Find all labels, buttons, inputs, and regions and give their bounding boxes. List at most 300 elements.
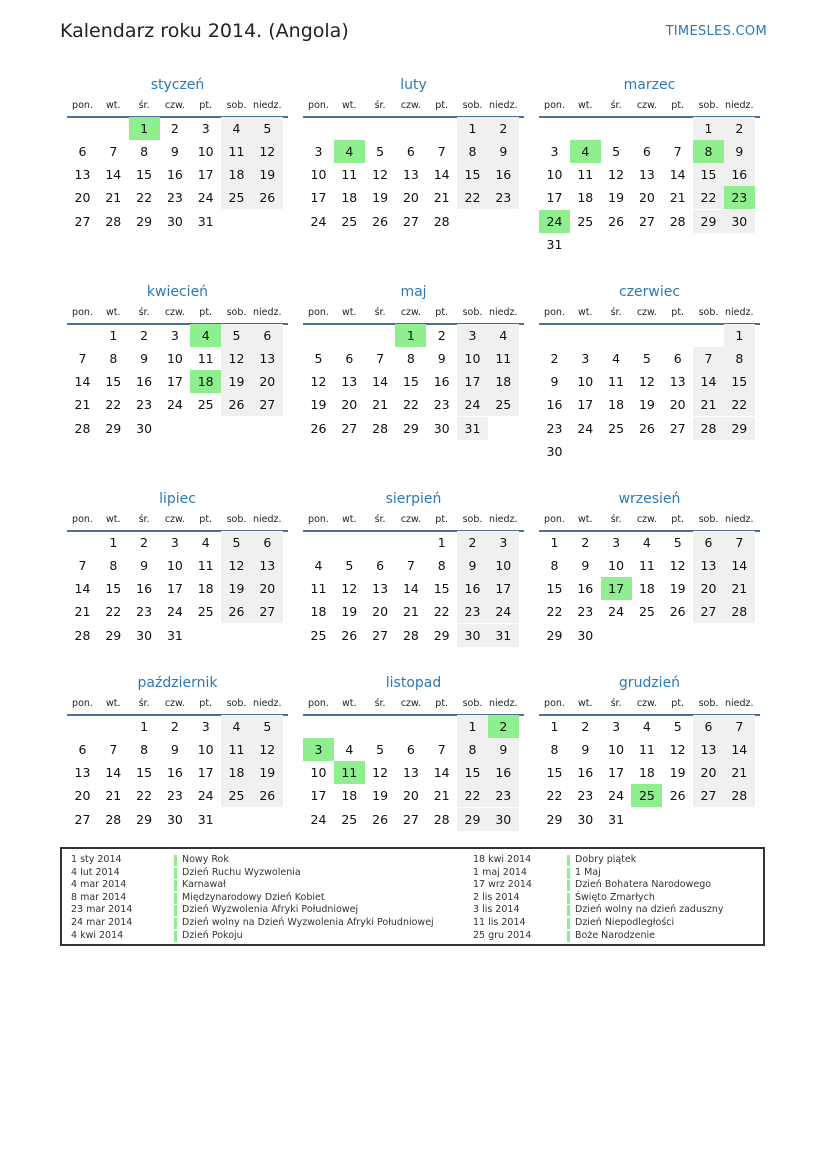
day-cell: 12 (221, 554, 252, 577)
day-cell: 17 (601, 577, 632, 600)
day-cell: 16 (166, 167, 183, 183)
day-cell: 7 (724, 531, 755, 554)
weekday-label: pt. (199, 698, 213, 709)
day-cell: 12 (372, 167, 389, 183)
day-cell: 28 (105, 811, 122, 827)
day-cell: 24 (310, 213, 327, 229)
day-cell: 17 (197, 765, 214, 781)
day-cell: 29 (693, 210, 724, 233)
day-cell: 1 (457, 715, 488, 738)
day-cell: 4 (612, 351, 621, 366)
day-cell: 19 (252, 761, 283, 784)
day-cell: 6 (406, 742, 415, 757)
day-cell: 29 (105, 420, 122, 436)
day-cell: 12 (341, 581, 358, 597)
day-cell: 23 (457, 600, 488, 623)
day-cell: 20 (74, 190, 91, 206)
day-cell: 19 (372, 190, 389, 206)
day-cell: 16 (488, 761, 519, 784)
legend-holiday-name: Dobry piątek (575, 854, 637, 865)
day-cell: 11 (638, 742, 655, 757)
weekday-label: sob. (226, 307, 247, 318)
day-cell: 16 (136, 374, 153, 390)
day-cell: 25 (341, 213, 358, 229)
day-cell: 15 (105, 581, 122, 597)
weekday-label: czw. (400, 514, 421, 525)
weekday-label: sob. (226, 100, 247, 111)
day-cell: 28 (105, 213, 122, 229)
day-cell: 20 (252, 577, 283, 600)
day-cell: 24 (488, 600, 519, 623)
day-cell: 31 (457, 417, 488, 440)
day-cell: 11 (310, 581, 327, 597)
day-cell: 1 (724, 324, 755, 347)
day-cell: 5 (612, 144, 621, 159)
weekday-label: śr. (138, 307, 150, 318)
weekday-label: pon. (72, 100, 93, 111)
day-cell: 26 (372, 811, 389, 827)
day-cell: 31 (197, 213, 214, 229)
day-cell: 14 (105, 765, 122, 781)
day-cell: 24 (310, 811, 327, 827)
day-cell: 23 (724, 186, 755, 209)
day-cell: 10 (310, 167, 327, 183)
day-cell: 20 (693, 761, 724, 784)
legend-holiday-name: Nowy Rok (182, 854, 229, 865)
weekday-label: pt. (671, 514, 685, 525)
weekday-label: niedz. (489, 307, 518, 318)
day-cell: 14 (724, 738, 755, 761)
day-cell: 6 (78, 144, 87, 159)
day-cell: 26 (310, 420, 327, 436)
day-cell: 18 (341, 788, 358, 804)
day-cell: 18 (638, 581, 655, 597)
day-cell: 5 (642, 351, 651, 366)
legend-date: 2 lis 2014 (473, 891, 520, 903)
day-cell: 5 (673, 718, 682, 734)
day-cell: 18 (221, 761, 252, 784)
day-cell: 18 (577, 190, 594, 206)
day-cell: 30 (136, 420, 153, 436)
legend-holiday-name: Dzień Wyzwolenia Afryki Południowej (182, 904, 359, 916)
day-cell: 16 (166, 765, 183, 781)
day-cell: 21 (402, 604, 419, 620)
weekday-label: sob. (226, 514, 247, 525)
day-cell: 23 (577, 604, 594, 620)
day-cell: 22 (457, 186, 488, 209)
day-cell: 23 (488, 784, 519, 807)
day-cell: 11 (638, 558, 655, 573)
day-cell: 12 (221, 347, 252, 370)
day-cell: 22 (105, 397, 122, 413)
day-cell: 30 (457, 624, 488, 647)
day-cell: 20 (638, 190, 655, 206)
day-cell: 14 (669, 167, 686, 183)
weekday-label: śr. (138, 698, 150, 709)
weekday-label: pon. (544, 307, 565, 318)
legend-marker (174, 931, 177, 942)
day-cell: 4 (642, 718, 651, 734)
day-cell: 31 (608, 811, 625, 827)
day-cell: 2 (437, 327, 446, 343)
weekday-label: pon. (72, 514, 93, 525)
day-cell: 10 (310, 765, 327, 781)
day-cell: 14 (433, 765, 450, 781)
weekday-label: niedz. (725, 307, 754, 318)
day-cell: 31 (488, 624, 519, 647)
day-cell: 9 (581, 742, 590, 757)
day-cell: 1 (437, 534, 446, 550)
day-cell: 27 (74, 811, 91, 827)
day-cell: 21 (105, 788, 122, 804)
day-cell: 7 (693, 347, 724, 370)
day-cell: 21 (669, 190, 686, 206)
day-cell: 29 (546, 811, 563, 827)
day-cell: 27 (74, 213, 91, 229)
weekday-label: śr. (610, 514, 622, 525)
day-cell: 25 (197, 397, 214, 413)
day-cell: 29 (105, 627, 122, 643)
day-cell: 22 (693, 186, 724, 209)
day-cell: 8 (724, 347, 755, 370)
day-cell: 12 (638, 374, 655, 390)
legend-date: 25 gru 2014 (473, 929, 532, 941)
legend-marker (174, 905, 177, 916)
legend-marker (174, 868, 177, 879)
weekday-label: czw. (636, 100, 657, 111)
day-cell: 28 (74, 627, 91, 643)
day-cell: 23 (166, 788, 183, 804)
day-cell: 21 (74, 397, 91, 413)
day-cell: 26 (669, 604, 686, 620)
day-cell: 31 (197, 811, 214, 827)
day-cell: 26 (669, 788, 686, 804)
day-cell: 24 (577, 420, 594, 436)
day-cell: 29 (546, 627, 563, 643)
day-cell: 4 (201, 534, 210, 550)
day-cell: 15 (433, 581, 450, 597)
day-cell: 3 (170, 534, 179, 550)
day-cell: 21 (724, 761, 755, 784)
legend-marker (174, 880, 177, 891)
day-cell: 11 (334, 761, 365, 784)
legend-marker (567, 855, 570, 866)
day-cell: 7 (109, 144, 118, 159)
day-cell: 13 (638, 167, 655, 183)
day-cell: 5 (221, 324, 252, 347)
weekday-label: sob. (698, 100, 719, 111)
weekday-label: niedz. (253, 100, 282, 111)
day-cell: 18 (488, 370, 519, 393)
day-cell: 17 (310, 788, 327, 804)
legend-marker (567, 918, 570, 929)
day-cell: 27 (693, 784, 724, 807)
month-name: lipiec (159, 491, 196, 507)
day-cell: 9 (457, 554, 488, 577)
day-cell: 3 (612, 718, 621, 734)
day-cell: 10 (166, 558, 183, 573)
day-cell: 3 (488, 531, 519, 554)
weekday-label: wt. (106, 698, 121, 709)
day-cell: 13 (372, 581, 389, 597)
day-cell: 13 (693, 738, 724, 761)
day-cell: 23 (577, 788, 594, 804)
day-cell: 19 (638, 397, 655, 413)
day-cell: 2 (488, 117, 519, 140)
legend-holiday-name: Dzień wolny na dzień zaduszny (575, 904, 724, 916)
day-cell: 11 (608, 374, 625, 390)
day-cell: 28 (402, 627, 419, 643)
day-cell: 1 (140, 718, 149, 734)
day-cell: 1 (550, 718, 559, 734)
day-cell: 6 (252, 531, 283, 554)
day-cell: 26 (252, 186, 283, 209)
weekday-label: pon. (72, 698, 93, 709)
day-cell: 27 (638, 213, 655, 229)
day-cell: 30 (433, 420, 450, 436)
day-cell: 12 (669, 742, 686, 757)
day-cell: 3 (303, 738, 334, 761)
day-cell: 9 (488, 738, 519, 761)
day-cell: 10 (197, 742, 214, 757)
day-cell: 18 (197, 581, 214, 597)
legend-holiday-name: 1 Maj (575, 866, 601, 878)
day-cell: 22 (546, 788, 563, 804)
weekday-label: pon. (308, 100, 329, 111)
day-cell: 13 (693, 554, 724, 577)
weekday-label: wt. (342, 100, 357, 111)
legend-holiday-name: Dzień Ruchu Wyzwolenia (182, 866, 301, 878)
day-cell: 16 (724, 163, 755, 186)
day-cell: 8 (406, 351, 415, 366)
weekday-label: śr. (374, 100, 386, 111)
day-cell: 21 (693, 393, 724, 416)
day-cell: 17 (197, 167, 214, 183)
day-cell: 15 (457, 761, 488, 784)
weekday-label: pt. (199, 307, 213, 318)
day-cell: 23 (136, 397, 153, 413)
day-cell: 28 (669, 213, 686, 229)
day-cell: 9 (724, 140, 755, 163)
day-cell: 7 (78, 351, 87, 366)
weekday-label: czw. (636, 698, 657, 709)
day-cell: 14 (372, 374, 389, 390)
day-cell: 5 (314, 351, 323, 366)
day-cell: 10 (488, 554, 519, 577)
day-cell: 24 (197, 788, 214, 804)
day-cell: 29 (433, 627, 450, 643)
day-cell: 22 (136, 788, 153, 804)
day-cell: 6 (406, 144, 415, 159)
day-cell: 15 (724, 370, 755, 393)
day-cell: 19 (608, 190, 625, 206)
day-cell: 10 (577, 374, 594, 390)
legend-date: 1 maj 2014 (473, 866, 527, 878)
day-cell: 25 (221, 784, 252, 807)
day-cell: 24 (608, 604, 625, 620)
day-cell: 23 (433, 397, 450, 413)
day-cell: 22 (724, 393, 755, 416)
day-cell: 2 (170, 120, 179, 136)
legend-marker (567, 868, 570, 879)
weekday-label: niedz. (489, 698, 518, 709)
day-cell: 25 (608, 420, 625, 436)
day-cell: 23 (488, 186, 519, 209)
day-cell: 14 (74, 581, 91, 597)
legend-marker (174, 855, 177, 866)
day-cell: 19 (310, 397, 327, 413)
weekday-label: czw. (400, 698, 421, 709)
day-cell: 22 (105, 604, 122, 620)
day-cell: 11 (577, 167, 594, 183)
day-cell: 16 (433, 374, 450, 390)
day-cell: 18 (310, 604, 327, 620)
day-cell: 14 (693, 370, 724, 393)
day-cell: 25 (577, 213, 594, 229)
day-cell: 13 (402, 167, 419, 183)
legend-holiday-name: Święto Zmarłych (575, 891, 655, 903)
weekday-label: czw. (636, 514, 657, 525)
page-title: Kalendarz roku 2014. (Angola) (60, 20, 349, 42)
day-cell: 21 (724, 577, 755, 600)
day-cell: 24 (457, 393, 488, 416)
month-name: maj (400, 284, 427, 300)
weekday-label: wt. (106, 100, 121, 111)
legend-date: 4 mar 2014 (71, 879, 127, 891)
month-name: październik (137, 675, 218, 691)
day-cell: 9 (140, 351, 149, 366)
day-cell: 16 (457, 577, 488, 600)
day-cell: 19 (372, 788, 389, 804)
day-cell: 19 (221, 370, 252, 393)
weekday-label: wt. (578, 100, 593, 111)
day-cell: 28 (74, 420, 91, 436)
day-cell: 25 (221, 186, 252, 209)
day-cell: 29 (136, 811, 153, 827)
day-cell: 9 (581, 558, 590, 573)
day-cell: 10 (197, 144, 214, 159)
day-cell: 5 (221, 531, 252, 554)
day-cell: 30 (488, 808, 519, 831)
day-cell: 4 (221, 715, 252, 738)
day-cell: 4 (334, 140, 365, 163)
day-cell: 17 (488, 577, 519, 600)
weekday-label: śr. (610, 100, 622, 111)
day-cell: 30 (166, 213, 183, 229)
day-cell: 4 (488, 324, 519, 347)
day-cell: 7 (673, 144, 682, 159)
day-cell: 12 (669, 558, 686, 573)
day-cell: 11 (221, 738, 252, 761)
day-cell: 11 (197, 558, 214, 573)
day-cell: 18 (341, 190, 358, 206)
weekday-label: czw. (164, 307, 185, 318)
day-cell: 8 (550, 742, 559, 757)
day-cell: 17 (546, 190, 563, 206)
day-cell: 11 (197, 351, 214, 366)
day-cell: 26 (372, 213, 389, 229)
legend-marker (174, 918, 177, 929)
day-cell: 19 (669, 581, 686, 597)
day-cell: 25 (488, 393, 519, 416)
weekday-label: niedz. (489, 100, 518, 111)
weekday-label: wt. (342, 514, 357, 525)
day-cell: 30 (577, 811, 594, 827)
day-cell: 2 (581, 718, 590, 734)
day-cell: 8 (140, 742, 149, 757)
legend-date: 24 mar 2014 (71, 917, 133, 928)
day-cell: 13 (252, 554, 283, 577)
day-cell: 20 (669, 397, 686, 413)
day-cell: 18 (190, 370, 221, 393)
day-cell: 8 (457, 738, 488, 761)
day-cell: 2 (140, 327, 149, 343)
day-cell: 28 (693, 417, 724, 440)
day-cell: 4 (570, 140, 601, 163)
day-cell: 21 (433, 788, 450, 804)
day-cell: 1 (109, 327, 118, 343)
day-cell: 21 (105, 190, 122, 206)
legend-date: 11 lis 2014 (473, 917, 526, 928)
day-cell: 26 (221, 600, 252, 623)
day-cell: 14 (402, 581, 419, 597)
day-cell: 11 (341, 167, 358, 183)
day-cell: 26 (252, 784, 283, 807)
day-cell: 9 (140, 558, 149, 573)
month-name: wrzesień (618, 491, 681, 507)
day-cell: 29 (457, 808, 488, 831)
day-cell: 14 (105, 167, 122, 183)
day-cell: 4 (314, 558, 323, 573)
weekday-label: czw. (164, 100, 185, 111)
day-cell: 2 (550, 351, 559, 366)
legend-date: 18 kwi 2014 (473, 854, 532, 865)
day-cell: 30 (724, 210, 755, 233)
day-cell: 10 (608, 742, 625, 757)
day-cell: 20 (341, 397, 358, 413)
day-cell: 7 (376, 351, 385, 366)
day-cell: 7 (437, 742, 446, 757)
day-cell: 25 (638, 604, 655, 620)
weekday-label: wt. (106, 307, 121, 318)
day-cell: 20 (74, 788, 91, 804)
weekday-label: pon. (308, 514, 329, 525)
day-cell: 16 (546, 397, 563, 413)
weekday-label: wt. (342, 698, 357, 709)
weekday-label: wt. (578, 698, 593, 709)
day-cell: 17 (310, 190, 327, 206)
day-cell: 28 (433, 213, 450, 229)
day-cell: 8 (457, 140, 488, 163)
legend-marker (567, 880, 570, 891)
legend-holiday-name: Dzień Bohatera Narodowego (575, 879, 712, 891)
day-cell: 23 (136, 604, 153, 620)
day-cell: 6 (252, 324, 283, 347)
legend-date: 17 wrz 2014 (473, 879, 532, 891)
day-cell: 7 (109, 742, 118, 757)
day-cell: 23 (166, 190, 183, 206)
day-cell: 5 (252, 117, 283, 140)
day-cell: 4 (190, 324, 221, 347)
weekday-label: pt. (671, 698, 685, 709)
day-cell: 3 (314, 144, 323, 159)
day-cell: 24 (166, 397, 183, 413)
holiday-legend (60, 847, 765, 946)
day-cell: 1 (550, 534, 559, 550)
weekday-label: czw. (400, 100, 421, 111)
day-cell: 27 (341, 420, 358, 436)
day-cell: 2 (488, 715, 519, 738)
